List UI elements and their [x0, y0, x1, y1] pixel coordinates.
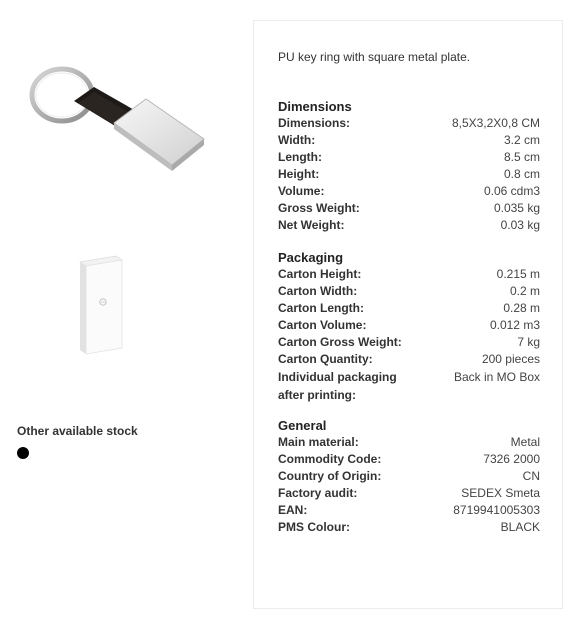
- spec-row: [278, 266, 540, 283]
- spec-row: [278, 451, 540, 468]
- product-image-keyring[interactable]: [22, 65, 212, 185]
- spec-value: SEDEX Smeta: [461, 486, 540, 500]
- spec-label: Gross Weight:: [278, 201, 360, 215]
- spec-label: Carton Height:: [278, 267, 362, 281]
- spec-value: CN: [522, 469, 540, 483]
- spec-label: Carton Gross Weight:: [278, 335, 402, 349]
- spec-row: [278, 217, 540, 234]
- spec-label: Country of Origin:: [278, 469, 382, 483]
- spec-label: Main material:: [278, 435, 359, 449]
- spec-value: 7326 2000: [483, 452, 540, 466]
- spec-label: Factory audit:: [278, 486, 358, 500]
- spec-label: Carton Width:: [278, 284, 358, 298]
- general-section: [278, 417, 540, 536]
- spec-row: [278, 519, 540, 536]
- spec-row: [278, 300, 540, 317]
- spec-label: Height:: [278, 167, 320, 181]
- product-images-column: [0, 0, 240, 637]
- spec-value: 0.28 m: [503, 301, 540, 315]
- spec-row: [278, 485, 540, 502]
- spec-label: Carton Volume:: [278, 318, 367, 332]
- spec-row: [278, 183, 540, 200]
- spec-row: [278, 502, 540, 519]
- spec-label: Width:: [278, 133, 316, 147]
- color-swatch-black[interactable]: [17, 447, 29, 459]
- spec-label: Individual packaging after printing:: [278, 370, 397, 402]
- spec-row: [278, 115, 540, 132]
- product-details-panel: [253, 20, 563, 609]
- spec-value: 3.2 cm: [503, 133, 540, 147]
- spec-value: 200 pieces: [481, 352, 540, 366]
- spec-row: [278, 200, 540, 217]
- packaging-section: [278, 249, 540, 404]
- product-image-box[interactable]: [70, 250, 130, 360]
- spec-label: Dimensions:: [278, 116, 351, 130]
- spec-value: 0.215 m: [496, 267, 540, 281]
- spec-label: Net Weight:: [278, 218, 345, 232]
- spec-value: 0.8 cm: [503, 167, 540, 181]
- spec-value: 0.2 m: [509, 284, 540, 298]
- spec-value: Metal: [510, 435, 540, 449]
- other-stock-label: Other available stock: [17, 424, 138, 438]
- spec-row: [278, 468, 540, 485]
- spec-row: [278, 149, 540, 166]
- spec-row: [278, 351, 540, 368]
- spec-row: [278, 334, 540, 351]
- spec-value: 0.03 kg: [500, 218, 540, 232]
- dimensions-title: Dimensions: [278, 99, 352, 114]
- dimensions-section: [278, 98, 540, 234]
- spec-row: [278, 368, 540, 404]
- spec-value: Back in MO Box: [453, 370, 540, 384]
- spec-label: Carton Length:: [278, 301, 364, 315]
- spec-value: 8719941005303: [453, 503, 540, 517]
- spec-value: 8,5X3,2X0,8 CM: [451, 116, 540, 130]
- spec-row: [278, 166, 540, 183]
- spec-label: EAN:: [278, 503, 308, 517]
- spec-label: Volume:: [278, 184, 325, 198]
- packaging-title: Packaging: [278, 250, 344, 265]
- keyring-image: [22, 65, 212, 185]
- general-title: General: [278, 418, 327, 433]
- spec-value: 8.5 cm: [503, 150, 540, 164]
- spec-row: [278, 283, 540, 300]
- spec-row: [278, 434, 540, 451]
- product-description: PU key ring with square metal plate.: [278, 50, 471, 64]
- spec-value: 7 kg: [517, 335, 540, 349]
- spec-value: BLACK: [500, 520, 540, 534]
- spec-value: 0.035 kg: [493, 201, 540, 215]
- spec-label: PMS Colour:: [278, 520, 350, 534]
- spec-row: [278, 132, 540, 149]
- spec-value: 0.012 m3: [489, 318, 540, 332]
- spec-label: Length:: [278, 150, 322, 164]
- spec-label: Commodity Code:: [278, 452, 382, 466]
- spec-label: Carton Quantity:: [278, 352, 373, 366]
- gift-box-image: [70, 250, 130, 360]
- spec-row: [278, 317, 540, 334]
- spec-value: 0.06 cdm3: [483, 184, 540, 198]
